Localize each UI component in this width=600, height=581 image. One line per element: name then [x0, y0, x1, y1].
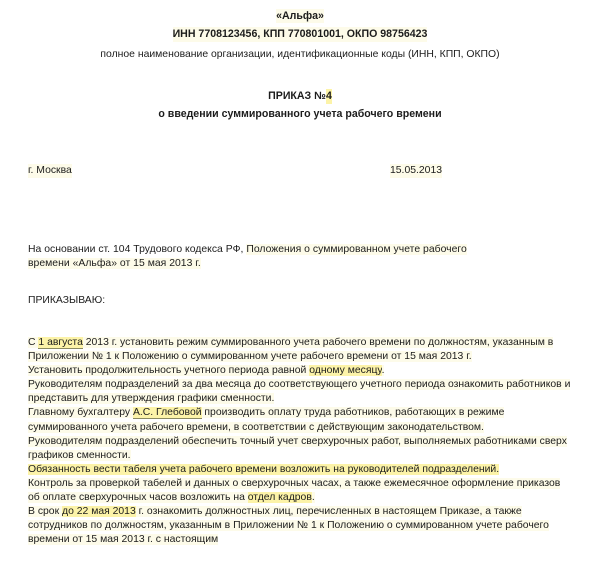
body-paragraph: [28, 336, 573, 364]
document-title-line: [0, 86, 600, 104]
paragraph-run: .: [381, 365, 385, 377]
paragraph-run: В срок: [28, 506, 63, 518]
document-number: 4: [325, 90, 332, 102]
preamble-line-1: [28, 243, 573, 257]
document-title-block: [0, 86, 600, 122]
document-body: [28, 336, 573, 547]
organization-name-line: [0, 6, 600, 24]
preamble-highlighted-text-2: времени «Альфа» от 15 мая 2013 г.: [28, 258, 201, 270]
document-preamble: [28, 243, 573, 271]
body-paragraph: [28, 477, 573, 505]
preamble-plain-text: На основании ст. 104 Трудового кодекса РФ,: [28, 244, 247, 255]
document-header: [0, 6, 600, 42]
preamble-highlighted-text-1: Положения о суммированном учете рабочего: [246, 244, 467, 255]
paragraph-run: .: [311, 492, 315, 504]
paragraph-run: г. ознакомить должностных лиц, перечисленных в настоящем Приказе, а также сотрудников по должностям, указанным в Приложении № 1 к Положению о суммированном учете рабочего времени от 15 мая 2013 г. с настоящим: [28, 506, 549, 546]
paragraph-run: 1 августа: [38, 337, 83, 348]
organization-caption-line: [0, 48, 600, 62]
body-paragraph: [28, 364, 573, 378]
document-subtitle: о введении суммированного учета рабочего времени: [158, 108, 442, 120]
paragraph-run: С: [28, 337, 39, 348]
paragraph-run: Руководителям подразделений за два месяца до соответствующего учетного периода ознакомить работников и представить для утверждения графики сменности.: [28, 379, 571, 405]
paragraph-run: до 22 мая 2013: [62, 506, 136, 518]
paragraph-run: Обязанность вести табеля учета рабочего времени возложить на руководителей подразделений.: [28, 463, 500, 475]
order-keyword: ПРИКАЗЫВАЮ:: [28, 295, 106, 306]
document-title-prefix: ПРИКАЗ №: [268, 90, 326, 102]
organization-codes: ИНН 7708123456, КПП 770801001, ОКПО 98756423: [172, 28, 428, 40]
paragraph-run: отдел кадров: [247, 492, 312, 504]
body-paragraph: [28, 406, 573, 434]
paragraph-run: Главному бухгалтеру: [28, 407, 133, 419]
document-date: 15.05.2013: [390, 165, 443, 176]
preamble-line-2: [28, 257, 573, 271]
paragraph-run: производить оплату труда работников, работающих в режиме суммированного учета рабочего времени, в соответствии с действующим законодательством.: [28, 407, 505, 433]
body-paragraph: [28, 435, 573, 463]
document-subtitle-line: [0, 104, 600, 122]
paragraph-run: А.С. Глебовой: [132, 407, 202, 419]
body-paragraph: [28, 378, 573, 406]
body-paragraph: [28, 463, 573, 477]
organization-name: «Альфа»: [276, 10, 324, 22]
organization-codes-line: [0, 24, 600, 42]
paragraph-run: Руководителям подразделений обеспечить точный учет сверхурочных работ, выполняемых работниками сверх графиков сменности.: [28, 435, 567, 461]
document-city: г. Москва: [28, 165, 72, 176]
body-paragraph: [28, 505, 573, 547]
organization-caption: полное наименование организации, идентификационные коды (ИНН, КПП, ОКПО): [100, 49, 500, 60]
paragraph-run: одному месяцу: [309, 365, 382, 377]
paragraph-run: 2013 г. установить режим суммированного учета рабочего времени по должностям, указанным в Приложении № 1 к Положению о суммированном учете рабочего времени от 15 мая 2013 г.: [28, 337, 554, 363]
paragraph-run: Установить продолжительность учетного периода равной: [28, 365, 310, 377]
order-keyword-line: [28, 294, 105, 308]
paragraph-run: Контроль за проверкой табелей и данных о сверхурочных часах, а также ежемесячное оформление приказов об оплате сверхурочных часов возложить на: [28, 477, 561, 504]
